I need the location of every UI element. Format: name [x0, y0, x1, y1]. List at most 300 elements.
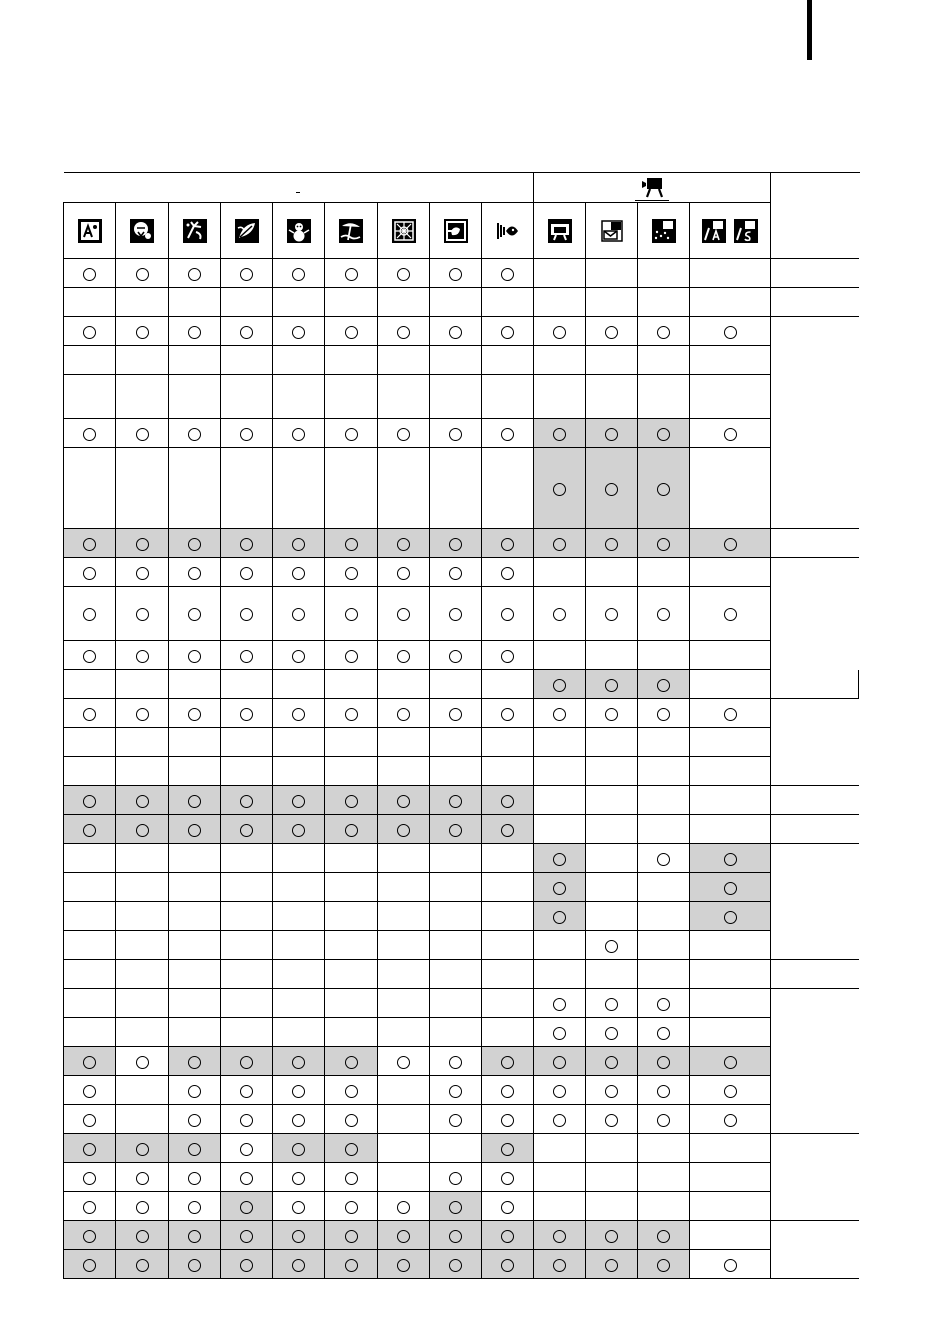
table-cell [64, 317, 116, 346]
table-cell [64, 419, 116, 448]
table-cell [378, 1047, 430, 1076]
available-mark [136, 795, 149, 808]
table-cell [64, 1163, 116, 1192]
table-cell [221, 641, 273, 670]
table-cell [586, 448, 638, 529]
table-cell [221, 960, 273, 989]
table-cell [273, 757, 325, 786]
table-cell [64, 641, 116, 670]
table-cell [116, 317, 169, 346]
table-cell [482, 844, 534, 873]
available-mark [345, 708, 358, 721]
table-cell [378, 288, 430, 317]
table-cell [273, 902, 325, 931]
available-mark [83, 795, 96, 808]
available-mark [657, 1085, 670, 1098]
available-mark [345, 795, 358, 808]
table-cell [325, 288, 378, 317]
table-cell [638, 317, 690, 346]
table-cell [325, 757, 378, 786]
side-cell [771, 989, 859, 1018]
table-cell [534, 1221, 586, 1250]
available-mark [553, 608, 566, 621]
table-cell [638, 448, 690, 529]
table-cell [378, 786, 430, 815]
table-cell [116, 346, 169, 375]
available-mark [501, 1172, 514, 1185]
available-mark [724, 911, 737, 924]
table-cell [169, 587, 221, 641]
table-cell [325, 419, 378, 448]
available-mark [345, 326, 358, 339]
table-cell [116, 1134, 169, 1163]
available-mark [240, 1259, 253, 1272]
table-cell [325, 1076, 378, 1105]
available-mark [136, 1230, 149, 1243]
table-cell [221, 1047, 273, 1076]
table-cell [221, 448, 273, 529]
table-row [64, 873, 860, 902]
available-mark [136, 268, 149, 281]
table-cell [638, 1192, 690, 1221]
table-cell [378, 873, 430, 902]
table-cell [378, 346, 430, 375]
side-cell [771, 1221, 859, 1279]
table-cell [116, 558, 169, 587]
available-mark [397, 1230, 410, 1243]
table-cell [378, 1105, 430, 1134]
available-mark [501, 824, 514, 837]
table-cell [430, 288, 482, 317]
table-cell [64, 728, 116, 757]
table-cell [638, 960, 690, 989]
table-cell [378, 844, 430, 873]
available-mark [83, 1259, 96, 1272]
color-swap-movie-icon [733, 218, 759, 244]
table-cell [638, 728, 690, 757]
table-cell [64, 346, 116, 375]
available-mark [553, 708, 566, 721]
table-cell [169, 786, 221, 815]
available-mark [501, 608, 514, 621]
table-cell [325, 1018, 378, 1047]
side-cell [771, 317, 859, 529]
table-cell [378, 448, 430, 529]
table-cell [273, 1250, 325, 1279]
table-cell [325, 699, 378, 728]
table-cell [638, 558, 690, 587]
available-mark [501, 1201, 514, 1214]
table-cell [430, 529, 482, 558]
table-cell [273, 670, 325, 699]
mode-header-cell [378, 203, 430, 259]
available-mark [345, 1056, 358, 1069]
table-cell [221, 317, 273, 346]
available-mark [188, 1085, 201, 1098]
available-mark [83, 567, 96, 580]
available-mark [345, 1114, 358, 1127]
table-cell [430, 587, 482, 641]
available-mark [345, 538, 358, 551]
available-mark [136, 1259, 149, 1272]
table-cell [690, 1250, 771, 1279]
table-cell [378, 1134, 430, 1163]
table-cell [169, 1250, 221, 1279]
available-mark [553, 1027, 566, 1040]
table-cell [169, 873, 221, 902]
available-mark [605, 679, 618, 692]
table-cell [430, 317, 482, 346]
table-cell [638, 1105, 690, 1134]
available-mark [240, 268, 253, 281]
available-mark [345, 1259, 358, 1272]
table-row [64, 1221, 860, 1250]
available-mark [188, 650, 201, 663]
table-cell [221, 259, 273, 288]
available-mark [188, 1172, 201, 1185]
available-mark [449, 824, 462, 837]
available-mark [657, 1259, 670, 1272]
table-cell [430, 931, 482, 960]
available-mark [188, 326, 201, 339]
table-cell [64, 1221, 116, 1250]
available-mark [657, 608, 670, 621]
table-cell [64, 757, 116, 786]
table-cell [221, 346, 273, 375]
table-cell [273, 641, 325, 670]
available-mark [724, 608, 737, 621]
table-cell [534, 317, 586, 346]
table-cell [273, 931, 325, 960]
available-mark [449, 1259, 462, 1272]
available-mark [501, 1230, 514, 1243]
table-cell [482, 873, 534, 902]
available-mark [240, 1172, 253, 1185]
foliage-icon [234, 218, 260, 244]
available-mark [240, 650, 253, 663]
table-cell [638, 786, 690, 815]
table-cell [169, 728, 221, 757]
available-mark [657, 679, 670, 692]
table-cell [169, 844, 221, 873]
available-mark [449, 326, 462, 339]
available-mark [553, 679, 566, 692]
table-cell [482, 1018, 534, 1047]
table-cell [325, 346, 378, 375]
table-cell [325, 1192, 378, 1221]
mode-header-cell [690, 203, 771, 259]
table-cell [690, 1192, 771, 1221]
table-cell [116, 288, 169, 317]
table-cell [430, 419, 482, 448]
available-mark [553, 882, 566, 895]
table-cell [638, 931, 690, 960]
table-cell [482, 815, 534, 844]
table-cell [482, 1250, 534, 1279]
table-cell [273, 1192, 325, 1221]
available-mark [397, 708, 410, 721]
available-mark [724, 708, 737, 721]
available-mark [136, 608, 149, 621]
color-accent-movie-icon [701, 218, 727, 244]
available-mark [397, 326, 410, 339]
table-cell [482, 529, 534, 558]
table-cell [64, 1192, 116, 1221]
table-cell [638, 1076, 690, 1105]
table-cell [64, 960, 116, 989]
table-cell [690, 558, 771, 587]
table-cell [430, 873, 482, 902]
available-mark [240, 824, 253, 837]
available-mark [345, 268, 358, 281]
table-cell [273, 317, 325, 346]
table-cell [221, 873, 273, 902]
table-cell [273, 1018, 325, 1047]
available-mark [605, 538, 618, 551]
table-cell [273, 873, 325, 902]
table-row [64, 989, 860, 1018]
table-cell [534, 1105, 586, 1134]
table-cell [64, 375, 116, 419]
table-cell [221, 757, 273, 786]
table-cell [325, 1221, 378, 1250]
table-cell [482, 288, 534, 317]
table-cell [64, 699, 116, 728]
available-mark [657, 1056, 670, 1069]
table-cell [586, 587, 638, 641]
table-cell [378, 815, 430, 844]
mode-icon-row [64, 203, 860, 259]
table-cell [586, 670, 638, 699]
available-mark [657, 998, 670, 1011]
table-row [64, 587, 860, 641]
available-mark [501, 650, 514, 663]
available-mark [501, 1056, 514, 1069]
table-cell [534, 931, 586, 960]
available-mark [501, 1143, 514, 1156]
table-cell [116, 699, 169, 728]
available-mark [449, 650, 462, 663]
available-mark [397, 608, 410, 621]
table-cell [273, 989, 325, 1018]
table-cell [378, 1221, 430, 1250]
table-cell [273, 1134, 325, 1163]
side-cell [771, 1047, 859, 1134]
table-cell [430, 989, 482, 1018]
table-cell [586, 419, 638, 448]
table-cell [430, 641, 482, 670]
table-cell [586, 844, 638, 873]
side-cell [771, 529, 859, 558]
table-cell [586, 558, 638, 587]
table-cell [64, 587, 116, 641]
table-cell [116, 670, 169, 699]
table-cell [586, 1163, 638, 1192]
side-cell [771, 288, 859, 317]
table-cell [638, 1250, 690, 1279]
table-cell [638, 815, 690, 844]
table-cell [273, 448, 325, 529]
available-mark [724, 538, 737, 551]
table-cell [169, 960, 221, 989]
table-cell [116, 786, 169, 815]
available-mark [240, 1114, 253, 1127]
available-mark [292, 795, 305, 808]
table-cell [169, 815, 221, 844]
table-cell [221, 288, 273, 317]
table-cell [273, 786, 325, 815]
table-cell [482, 1105, 534, 1134]
table-cell [638, 375, 690, 419]
available-mark [605, 1259, 618, 1272]
table-cell [64, 288, 116, 317]
table-cell [638, 1163, 690, 1192]
table-row [64, 259, 860, 288]
available-mark [605, 1085, 618, 1098]
table-cell [169, 1047, 221, 1076]
available-mark [292, 1259, 305, 1272]
available-mark [657, 428, 670, 441]
table-cell [221, 1076, 273, 1105]
table-cell [169, 902, 221, 931]
table-cell [638, 288, 690, 317]
mode-header-cell [64, 203, 116, 259]
table-cell [638, 757, 690, 786]
available-mark [657, 708, 670, 721]
available-mark [83, 824, 96, 837]
table-cell [690, 288, 771, 317]
table-cell [430, 375, 482, 419]
available-mark [292, 567, 305, 580]
available-mark [397, 1056, 410, 1069]
table-row [64, 757, 860, 786]
table-cell [169, 1134, 221, 1163]
table-cell [534, 989, 586, 1018]
table-cell [430, 1018, 482, 1047]
table-cell [273, 960, 325, 989]
available-mark [136, 824, 149, 837]
table-cell [690, 375, 771, 419]
available-mark [188, 1143, 201, 1156]
fireworks-icon [182, 218, 208, 244]
table-cell [169, 670, 221, 699]
table-row [64, 1047, 860, 1076]
available-mark [553, 911, 566, 924]
table-cell [430, 902, 482, 931]
table-cell [273, 844, 325, 873]
table-cell [482, 786, 534, 815]
table-cell [378, 1192, 430, 1221]
table-cell [169, 419, 221, 448]
table-cell [273, 346, 325, 375]
table-cell [273, 288, 325, 317]
table-cell [378, 931, 430, 960]
table-cell [221, 587, 273, 641]
table-cell [638, 587, 690, 641]
mode-header-cell [534, 203, 586, 259]
available-mark [397, 268, 410, 281]
table-cell [586, 1250, 638, 1279]
table-cell [116, 815, 169, 844]
side-header-cell [771, 173, 859, 259]
table-cell [586, 902, 638, 931]
table-row [64, 902, 860, 931]
available-mark [292, 428, 305, 441]
available-mark [83, 1143, 96, 1156]
table-cell [378, 641, 430, 670]
table-cell [430, 1192, 482, 1221]
table-cell [534, 844, 586, 873]
table-cell [273, 1047, 325, 1076]
available-mark [188, 1114, 201, 1127]
available-mark [292, 1056, 305, 1069]
side-cell [771, 960, 859, 989]
table-cell [586, 259, 638, 288]
available-mark [449, 1085, 462, 1098]
available-mark [724, 428, 737, 441]
table-cell [430, 1076, 482, 1105]
table-cell [64, 558, 116, 587]
table-cell [638, 989, 690, 1018]
table-cell [482, 931, 534, 960]
table-cell [221, 558, 273, 587]
available-mark [397, 428, 410, 441]
table-cell [378, 670, 430, 699]
table-cell [638, 1018, 690, 1047]
available-mark [657, 538, 670, 551]
available-mark [553, 326, 566, 339]
table-cell [482, 699, 534, 728]
available-mark [449, 1056, 462, 1069]
available-mark [501, 268, 514, 281]
table-cell [482, 670, 534, 699]
table-cell [482, 757, 534, 786]
table-cell [169, 1105, 221, 1134]
table-cell [690, 1047, 771, 1076]
table-cell [430, 1250, 482, 1279]
available-mark [345, 1201, 358, 1214]
table-row [64, 1076, 860, 1105]
side-cell [771, 844, 859, 960]
table-cell [690, 1134, 771, 1163]
available-mark [501, 567, 514, 580]
mode-header-cell [638, 203, 690, 259]
table-cell [690, 931, 771, 960]
table-cell [169, 1192, 221, 1221]
table-cell [273, 558, 325, 587]
table-cell [64, 1018, 116, 1047]
available-mark [605, 1230, 618, 1243]
available-mark [553, 428, 566, 441]
available-mark [724, 853, 737, 866]
available-mark [83, 1201, 96, 1214]
table-cell [221, 989, 273, 1018]
side-cell [771, 1018, 859, 1047]
table-row [64, 931, 860, 960]
available-mark [83, 1085, 96, 1098]
table-cell [64, 786, 116, 815]
mode-header-cell [221, 203, 273, 259]
available-mark [397, 824, 410, 837]
table-cell [378, 1163, 430, 1192]
available-mark [188, 608, 201, 621]
available-mark [605, 1027, 618, 1040]
available-mark [83, 326, 96, 339]
table-cell [690, 844, 771, 873]
table-cell [116, 587, 169, 641]
table-cell [586, 931, 638, 960]
table-cell [586, 728, 638, 757]
